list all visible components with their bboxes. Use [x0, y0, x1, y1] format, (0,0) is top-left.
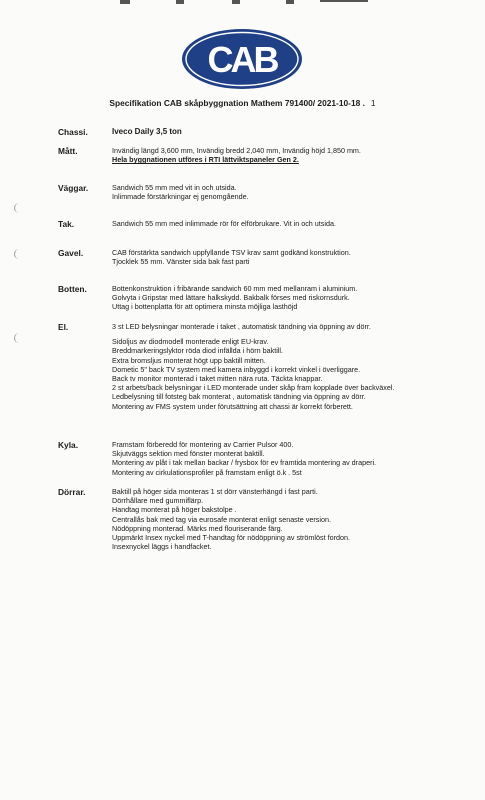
- page-number: 1: [370, 98, 376, 108]
- section-line: Ledbelysning till fotsteg bak monterat , automatisk tändning via öppning av dörr.: [112, 392, 366, 402]
- section-line: Sidoljus av diodmodell monterade enligt EU-krav.: [112, 337, 269, 347]
- section-line: Tjocklek 55 mm. Vänster sida bak fast parti: [112, 257, 250, 267]
- section-line: Montering av cirkulationsprofiler på framstam enligt ö.k . 5st: [112, 467, 302, 477]
- section-line: Sandwich 55 mm med vit in och utsida.: [112, 183, 237, 192]
- section-line: 2 st arbets/back belysningar i LED monterade under skåp fram kopplade över backväxel.: [112, 383, 395, 393]
- section-line: Back tv monitor monterad i taket mitten nära ruta. Täckta knappar.: [112, 374, 323, 384]
- section-line: Extra bromsljus monterat högt upp baktill mitten.: [112, 355, 266, 365]
- svg-text:CAB: CAB: [207, 39, 277, 80]
- section-line: Skjutväggs sektion med fönster monterat baktill.: [112, 449, 265, 459]
- title-text: Specifikation CAB skåpbyggnation Mathem 791400/ 2021-10-18 .: [109, 98, 365, 108]
- section-label: Botten.: [58, 284, 87, 294]
- section-label: Gavel.: [58, 248, 84, 258]
- section-label: Chassi.: [58, 127, 88, 137]
- section-line: Baktill på höger sida monteras 1 st dörr vänsterhängd i fast parti.: [112, 487, 318, 496]
- document-title: [0, 98, 485, 108]
- section-line: Invändig längd 3,600 mm, Invändig bredd 2,040 mm, Invändig höjd 1,850 mm.: [112, 146, 361, 155]
- section-line: CAB förstärkta sandwich uppfyllande TSV krav samt godkänd konstruktion.: [112, 248, 351, 257]
- section-line: Nödöppning monterad. Märks med flouriserande färg.: [112, 523, 283, 533]
- section-line: Hela byggnationen utföres i RTI lättviktspaneler Gen 2.: [112, 155, 299, 165]
- section-line: Inlimmade förstärkningar ej genomgående.: [112, 192, 249, 202]
- section-label: Kyla.: [58, 440, 79, 450]
- section-line: Sandwich 55 mm med inlimmade rör för elförbrukare. Vit in och utsida.: [112, 219, 336, 228]
- section-line: Framstam förberedd för montering av Carrier Pulsor 400.: [112, 440, 294, 449]
- section-line: Uppmärkt Insex nyckel med T-handtag för nödöppning av strömlöst fordon.: [112, 533, 350, 543]
- section-line: Dometic 5" back TV system med kamera inbyggd i korrekt vinkel i överliggare.: [112, 364, 361, 374]
- section-label: Mått.: [58, 146, 78, 156]
- section-label: Väggar.: [58, 183, 89, 193]
- cab-logo: [181, 28, 303, 90]
- section-line: Bottenkonstruktion i fribärande sandwich 60 mm med mellanram i aluminium.: [112, 284, 358, 293]
- punch-hole-mark: [14, 249, 23, 259]
- section-line: Montering av plåt i tak mellan backar / frysbox för ev framtida montering av draperi.: [112, 458, 377, 468]
- section-line: Breddmarkeringslyktor röda diod infällda i hörn baktill.: [112, 346, 283, 356]
- section-line: 3 st LED belysningar monterade i taket , automatisk tändning via öppning av dörr.: [112, 322, 371, 331]
- section-line: Montering av FMS system under förutsättning att chassi är korrekt förberett.: [112, 401, 353, 411]
- section-label: Tak.: [58, 219, 75, 229]
- section-line: Uttag i bottenplatta för att optimera minsta möjliga lasthöjd: [112, 302, 298, 312]
- section-line: Insexnyckel läggs i handfacket.: [112, 542, 212, 552]
- punch-hole-mark: [14, 203, 23, 213]
- scan-top-marks: [0, 0, 485, 6]
- section-line: Iveco Daily 3,5 ton: [112, 127, 182, 136]
- section-line: Dörrhållare med gummiflärp.: [112, 496, 204, 506]
- punch-hole-mark: [14, 333, 23, 343]
- section-label: El.: [58, 322, 69, 332]
- section-line: Centrallås bak med tag via eurosafe monterat enligt senaste version.: [112, 514, 331, 524]
- section-line: Golvyta i Gripstar med lättare halkskydd. Bakbalk förses med riskornsdurk.: [112, 293, 350, 303]
- section-label: Dörrar.: [58, 487, 86, 497]
- section-line: Handtag monterat på höger bakstolpe .: [112, 505, 237, 515]
